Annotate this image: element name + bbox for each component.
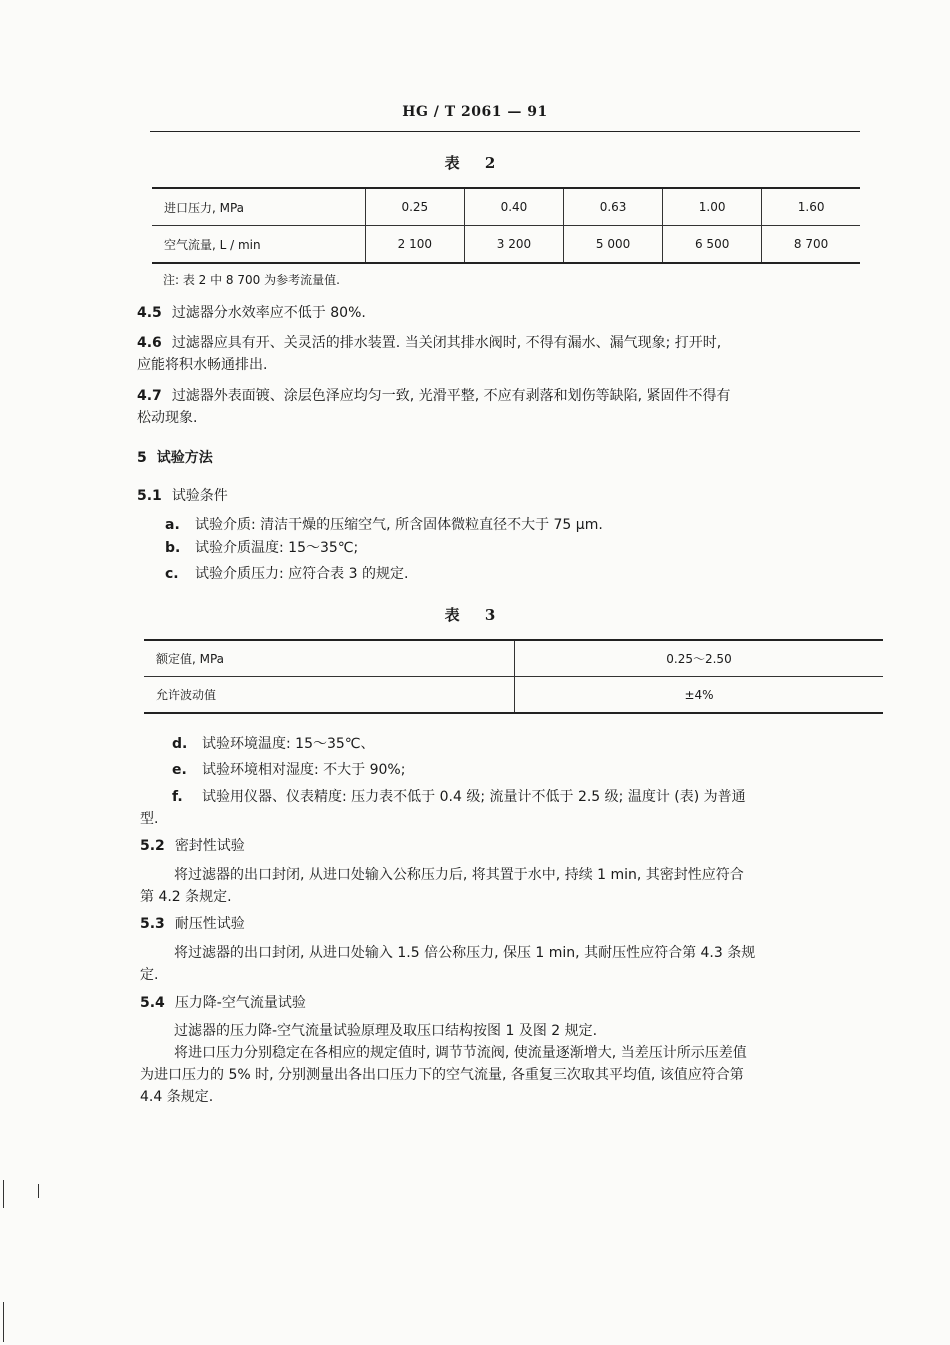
- clause-number: 4.5: [137, 305, 162, 321]
- table-cell: 2 100: [365, 226, 464, 264]
- clause-title: 耐压性试验: [174, 916, 245, 932]
- table-row: [144, 640, 883, 677]
- table-cell: 0.25～2.50: [515, 640, 884, 677]
- clause-text: 过滤器外表面镀、涂层色泽应均匀一致, 光滑平整, 不应有剥落和划伤等缺陷, 紧固件不得有: [171, 388, 731, 404]
- clause-text-cont: 定.: [140, 967, 159, 983]
- table-cell: 3 200: [464, 226, 563, 264]
- clause-5-1: [137, 485, 887, 507]
- item-mark: e.: [172, 762, 187, 778]
- list-item: [172, 733, 892, 755]
- section-title: 试验方法: [156, 450, 213, 466]
- table-cell: 1.00: [663, 188, 762, 226]
- item-mark: c.: [165, 566, 179, 582]
- list-item: [165, 537, 885, 559]
- clause-4-7: [137, 385, 887, 429]
- clause-text: 将过滤器的出口封闭, 从进口处输入公称压力后, 将其置于水中, 持续 1 min, 其密封性应符合: [174, 867, 744, 883]
- table-2: [152, 187, 860, 264]
- clause-number: 5.2: [140, 838, 165, 854]
- scan-mark: [3, 1180, 4, 1208]
- clause-number: 4.7: [137, 388, 162, 404]
- table-row: [152, 226, 860, 264]
- clause-text-cont: 为进口压力的 5% 时, 分别测量出各出口压力下的空气流量, 各重复三次取其平均值, 该值应符合第: [140, 1067, 744, 1083]
- item-mark: b.: [165, 540, 181, 556]
- clause-5-3: [140, 913, 890, 935]
- clause-text: 过滤器分水效率应不低于 80%.: [171, 305, 366, 321]
- row-label: 允许波动值: [144, 677, 515, 714]
- item-text: 试验用仪器、仪表精度: 压力表不低于 0.4 级; 流量计不低于 2.5 级; 温度计 (表) 为普通: [202, 789, 746, 805]
- table2-title: 表 2: [444, 154, 506, 172]
- list-item: [172, 786, 887, 808]
- list-item: [165, 514, 885, 536]
- scan-mark: [3, 1302, 4, 1342]
- table-cell: ±4%: [515, 677, 884, 714]
- clause-number: 5.1: [137, 488, 162, 504]
- table-cell: 5 000: [564, 226, 663, 264]
- item-text: 试验介质压力: 应符合表 3 的规定.: [195, 566, 409, 582]
- item-text-cont: 型.: [140, 811, 159, 827]
- row-label: 额定值, MPa: [144, 640, 515, 677]
- item-text: 试验环境温度: 15～35℃、: [202, 736, 375, 752]
- table-cell: 0.63: [564, 188, 663, 226]
- table-row: [152, 188, 860, 226]
- clause-number: 5.3: [140, 916, 165, 932]
- clause-text: 将过滤器的出口封闭, 从进口处输入 1.5 倍公称压力, 保压 1 min, 其耐压性应符合第 4.3 条规: [174, 945, 756, 961]
- clause-title: 试验条件: [171, 488, 228, 504]
- clause-text-cont: 应能将积水畅通排出.: [137, 357, 268, 373]
- clause-text: 过滤器的压力降-空气流量试验原理及取压口结构按图 1 及图 2 规定.: [174, 1023, 598, 1039]
- clause-title: 压力降-空气流量试验: [174, 995, 306, 1011]
- clause-number: 4.6: [137, 335, 162, 351]
- scan-mark: [38, 1184, 39, 1198]
- list-item: [165, 563, 885, 585]
- table-3: [144, 639, 883, 714]
- clause-4-6: [137, 332, 887, 376]
- table-cell: 8 700: [762, 226, 860, 264]
- header-rule: [150, 131, 860, 132]
- clause-5-2-text: [140, 864, 890, 908]
- clause-text-cont: 松动现象.: [137, 410, 198, 426]
- clause-text: 将进口压力分别稳定在各相应的规定值时, 调节节流阀, 使流量逐渐增大, 当差压计所示压差值: [174, 1045, 747, 1061]
- clause-text-cont: 4.4 条规定.: [140, 1089, 214, 1105]
- item-text: 试验介质: 清洁干燥的压缩空气, 所含固体微粒直径不大于 75 μm.: [195, 517, 603, 533]
- clause-5-2: [140, 835, 890, 857]
- clause-text-cont: 第 4.2 条规定.: [140, 889, 232, 905]
- table2-note: 注: 表 2 中 8 700 为参考流量值.: [163, 273, 340, 287]
- list-item: [172, 759, 892, 781]
- row-label: 空气流量, L / min: [152, 226, 365, 264]
- table-cell: 6 500: [663, 226, 762, 264]
- table-cell: 0.25: [365, 188, 464, 226]
- clause-title: 密封性试验: [174, 838, 245, 854]
- item-text: 试验介质温度: 15～35℃;: [195, 540, 359, 556]
- item-mark: d.: [172, 736, 188, 752]
- clause-4-5: [137, 302, 887, 324]
- table-cell: 1.60: [762, 188, 860, 226]
- item-mark: a.: [165, 517, 180, 533]
- table-row: [144, 677, 883, 714]
- document-code: HG / T 2061 — 91: [402, 104, 548, 120]
- section-5-heading: [137, 447, 887, 469]
- item-text: 试验环境相对湿度: 不大于 90%;: [202, 762, 406, 778]
- clause-number: 5.4: [140, 995, 165, 1011]
- clause-5-3-text: [140, 942, 890, 986]
- clause-5-4: [140, 992, 890, 1014]
- row-label: 进口压力, MPa: [152, 188, 365, 226]
- clause-text: 过滤器应具有开、关灵活的排水装置. 当关闭其排水阀时, 不得有漏水、漏气现象; 打开时,: [171, 335, 722, 351]
- section-number: 5: [137, 450, 147, 466]
- table3-title: 表 3: [444, 606, 506, 624]
- table-cell: 0.40: [464, 188, 563, 226]
- clause-5-4-text: [140, 1020, 890, 1108]
- item-mark: f.: [172, 789, 183, 805]
